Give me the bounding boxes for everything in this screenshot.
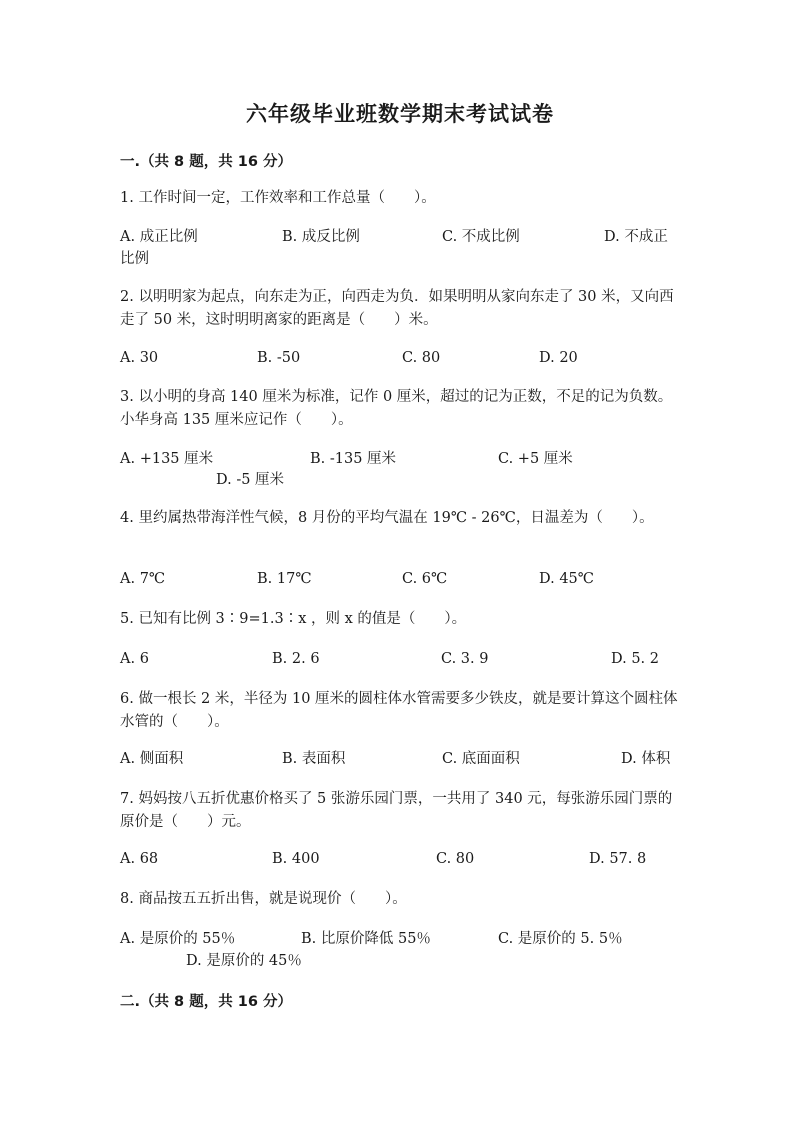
- question-6-option-c[interactable]: C. 底面面积: [442, 751, 520, 767]
- question-4-option-c[interactable]: C. 6℃: [402, 571, 448, 587]
- question-7-option-d[interactable]: D. 57. 8: [589, 851, 647, 867]
- question-3-option-c[interactable]: C. +5 厘米: [498, 451, 573, 467]
- question-6-option-d[interactable]: D. 体积: [621, 751, 671, 767]
- question-4-stem: 4. 里约属热带海洋性气候，8 月份的平均气温在 19℃ - 26℃，日温差为（ ）。: [120, 510, 654, 526]
- question-1-option-d-wrap: 比例: [120, 251, 149, 267]
- question-3-option-b[interactable]: B. -135 厘米: [310, 451, 397, 467]
- question-3-option-d[interactable]: D. -5 厘米: [216, 472, 285, 488]
- question-5-option-a[interactable]: A. 6: [120, 651, 149, 667]
- question-3-option-a[interactable]: A. +135 厘米: [120, 451, 214, 467]
- question-8-option-c[interactable]: C. 是原价的 5. 5％: [498, 931, 623, 947]
- question-1-option-c[interactable]: C. 不成比例: [442, 229, 520, 245]
- question-3-stem: 3. 以小明的身高 140 厘米为标准，记作 0 厘米，超过的记为正数，不足的记为负数。小华身高 135 厘米应记作（ ）。: [120, 389, 673, 428]
- question-2-option-c[interactable]: C. 80: [402, 350, 441, 366]
- question-8-option-d[interactable]: D. 是原价的 45％: [186, 953, 302, 969]
- question-4-option-a[interactable]: A. 7℃: [120, 571, 166, 587]
- question-6-option-a[interactable]: A. 侧面积: [120, 751, 184, 767]
- question-7-option-b[interactable]: B. 400: [272, 851, 320, 867]
- question-1-option-d[interactable]: D. 不成正: [604, 229, 668, 245]
- section-heading-1: 一.（共 8 题，共 16 分）: [120, 154, 292, 170]
- question-8-stem: 8. 商品按五五折出售，就是说现价（ ）。: [120, 891, 407, 907]
- question-8-option-a[interactable]: A. 是原价的 55％: [120, 931, 236, 947]
- question-5-option-c[interactable]: C. 3. 9: [441, 651, 489, 667]
- question-4-option-d[interactable]: D. 45℃: [539, 571, 594, 587]
- question-2-stem: 2. 以明明家为起点，向东走为正，向西走为负．如果明明从家向东走了 30 米，又向西走了 50 米，这时明明离家的距离是（ ）米。: [120, 289, 674, 328]
- question-4-option-b[interactable]: B. 17℃: [257, 571, 312, 587]
- question-7-option-c[interactable]: C. 80: [436, 851, 475, 867]
- question-5-option-b[interactable]: B. 2. 6: [272, 651, 320, 667]
- question-7-stem: 7. 妈妈按八五折优惠价格买了 5 张游乐园门票，一共用了 340 元，每张游乐园门票的原价是（ ）元。: [120, 791, 673, 830]
- question-8-option-b[interactable]: B. 比原价降低 55％: [301, 931, 431, 947]
- question-5-option-d[interactable]: D. 5. 2: [611, 651, 659, 667]
- question-1-stem: 1. 工作时间一定，工作效率和工作总量（ ）。: [120, 190, 436, 206]
- question-6-option-b[interactable]: B. 表面积: [282, 751, 346, 767]
- question-6-stem: 6. 做一根长 2 米，半径为 10 厘米的圆柱体水管需要多少铁皮，就是要计算这个圆柱体水管的（ ）。: [120, 691, 678, 730]
- page-title: 六年级毕业班数学期末考试试卷: [246, 102, 554, 126]
- question-5-stem: 5. 已知有比例 3∶9=1.3∶x ，则 x 的值是（ ）。: [120, 611, 467, 627]
- question-2-option-d[interactable]: D. 20: [539, 350, 578, 366]
- question-7-option-a[interactable]: A. 68: [120, 851, 159, 867]
- question-2-option-a[interactable]: A. 30: [120, 350, 159, 366]
- question-2-option-b[interactable]: B. -50: [257, 350, 301, 366]
- section-heading-2: 二.（共 8 题，共 16 分）: [120, 994, 292, 1010]
- question-1-option-b[interactable]: B. 成反比例: [282, 229, 360, 245]
- question-1-option-a[interactable]: A. 成正比例: [120, 229, 198, 245]
